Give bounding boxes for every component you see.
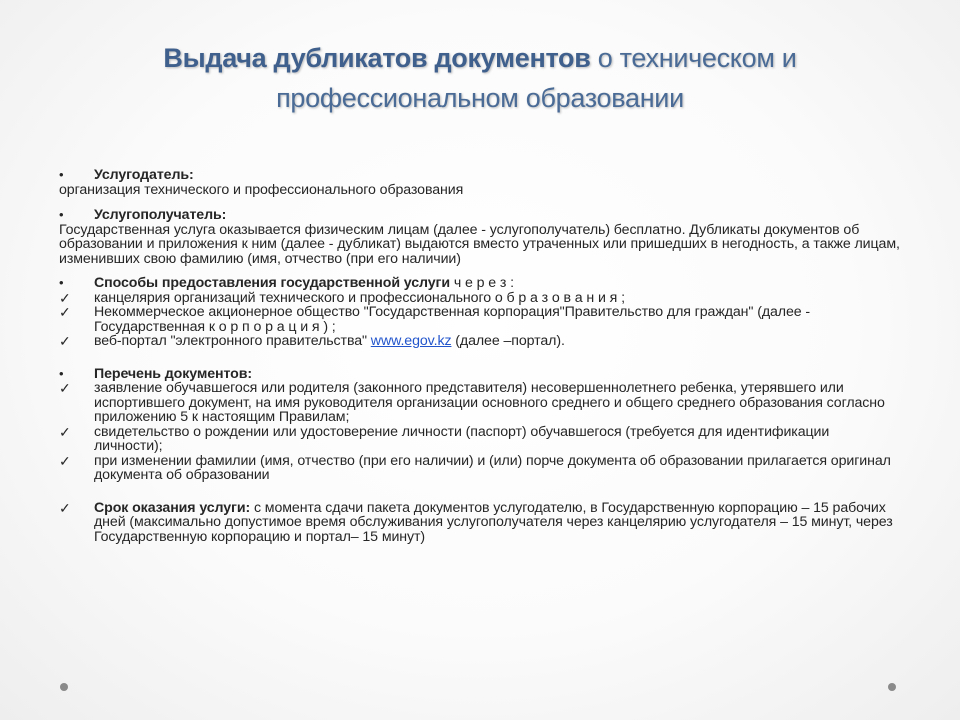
documents-item-text: при изменении фамилии (имя, отчество (при его наличии) и (или) порче документа об образовании прилагается оригинал документа об образовании [94,452,891,483]
methods-heading: Способы предоставления государственной услуги [94,275,450,291]
bullet-icon: • [59,275,64,290]
term-row [59,501,909,545]
section-documents [59,367,909,483]
documents-heading-row [59,367,909,382]
section-provider [59,168,909,197]
methods-heading-row [59,276,909,291]
documents-heading: Перечень документов: [94,365,252,382]
methods-heading-text [94,276,909,291]
title-bold: Выдача дубликатов документов [163,43,591,73]
documents-item [59,454,909,483]
documents-item [59,425,909,454]
recipient-heading-row [59,208,909,223]
decor-dot-left-icon [60,683,68,691]
checkmark-icon: ✓ [59,333,71,349]
documents-item-text: свидетельство о рождении или удостоверение личности (паспорт) обучавшегося (требуется для идентификации личности); [94,423,864,454]
term-heading: Срок оказания услуги: [94,499,251,516]
methods-item-1-spaced: о б р а з о в а н и я ; [494,289,625,306]
section-recipient [59,208,909,266]
bullet-icon: • [59,207,64,222]
methods-item-text [94,291,909,306]
methods-item-2-text: Некоммерческое акционерное общество "Государственная корпорация"Правительство для граждан" (далее - Государственная [94,304,811,335]
checkmark-icon: ✓ [59,304,71,320]
provider-heading-row [59,168,909,183]
term-text-wrap [94,501,909,545]
slide-title [0,38,960,118]
slide-content [59,168,909,544]
checkmark-icon: ✓ [59,423,71,440]
provider-heading: Услугодатель: [94,167,194,183]
term-text: с момента сдачи пакета документов услугодателю, в Государственную корпорацию – 15 рабочих дней (максимально допустимое время обслуживания услугополучателя через канцелярию услугодателя – 15 минут, через Государственную корпорацию и портал– 15 минут) [94,499,893,545]
methods-item-text [94,305,909,334]
methods-item [59,305,909,334]
documents-item [59,381,909,425]
title-line-1 [0,38,960,78]
section-methods [59,276,909,349]
methods-item-text [94,334,909,349]
title-line-2: профессиональном образовании [276,83,684,113]
checkmark-icon: ✓ [59,452,71,469]
section-term [59,501,909,545]
recipient-heading: Услугополучатель: [94,207,227,223]
checkmark-icon: ✓ [59,380,71,396]
documents-item-text: заявление обучавшегося или родителя (законного представителя) несовершеннолетнего ребенка, утерявшего или испортившего документ, на имя руководителя организации основного среднего и общего среднего образования согласно приложению 5 к настоящим Правилам; [94,380,885,425]
bullet-icon: • [59,167,64,182]
checkmark-icon: ✓ [59,289,71,306]
decor-dot-right-icon [888,683,896,691]
methods-heading-suffix: ч е р е з : [449,275,514,291]
checkmark-icon: ✓ [59,499,71,516]
methods-item-3-before: веб-портал "электронного правительства" [94,333,371,349]
provider-text: организация технического и профессионального образования [59,181,464,198]
methods-item [59,291,909,306]
methods-item-3-after: (далее –портал). [451,333,565,349]
methods-item [59,334,909,349]
methods-item-2-spaced: к о р п о р а ц и я ) ; [208,318,336,335]
title-line1-rest: о техническом и [590,43,797,73]
bullet-icon: • [59,365,64,381]
methods-item-1-text: канцелярия организаций технического и профессионального [94,289,495,306]
egov-link[interactable]: www.egov.kz [370,333,452,349]
recipient-text: Государственная услуга оказывается физическим лицам (далее - услугополучатель) бесплатно. Дубликаты документов об образовании и приложения к ним (далее - дубликат) выдаются вместо утраченных или пришедших в негодность, а также лицам, изменивших свою фамилию (имя, отчество (при его наличии) [59,221,900,267]
